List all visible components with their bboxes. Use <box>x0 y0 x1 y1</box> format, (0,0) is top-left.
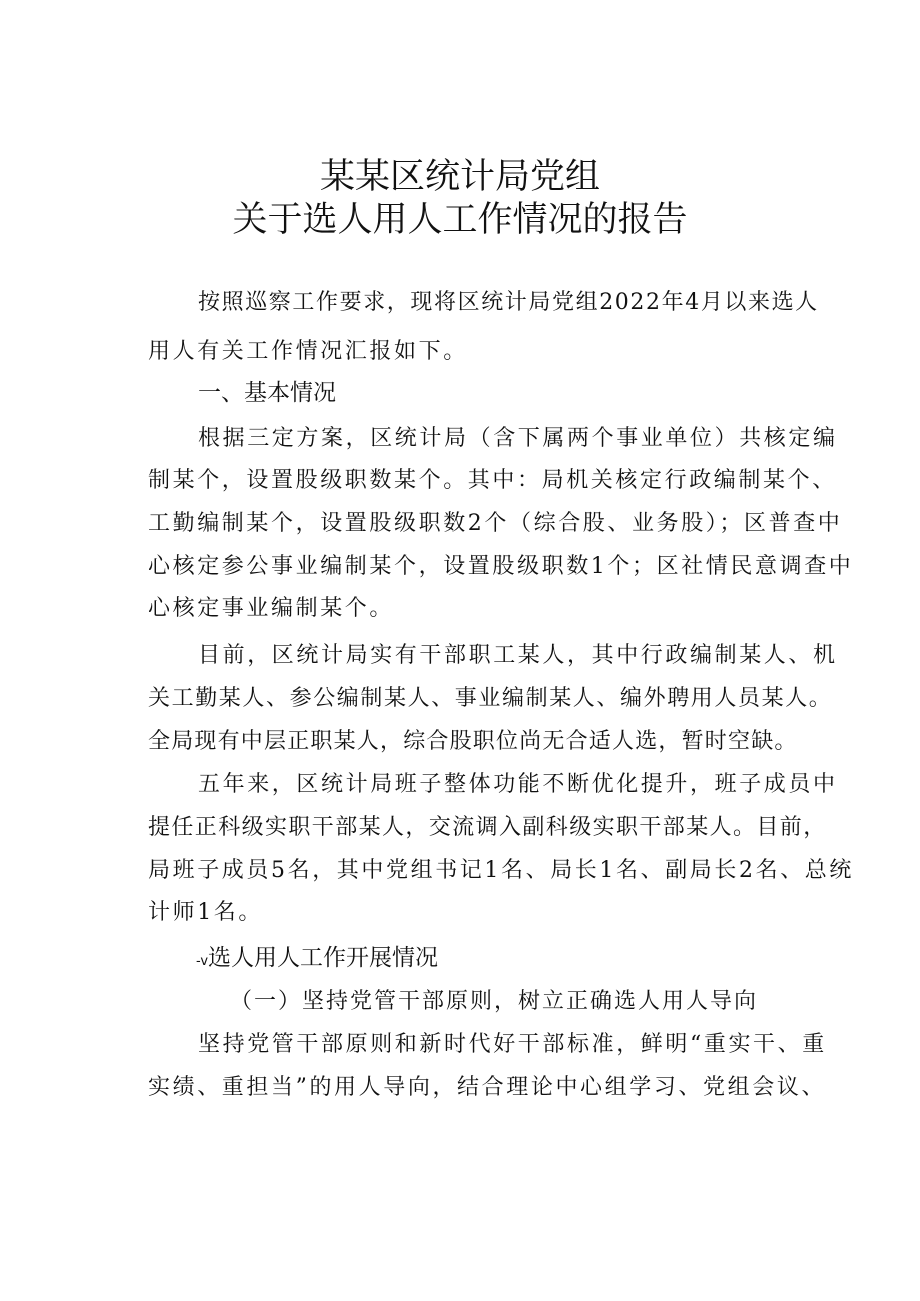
section-2-heading-marker: -v <box>196 954 209 969</box>
section-1-para-1-line-4: 心核定参公事业编制某个，设置股级职数1个；区社情民意调查中 <box>148 554 854 579</box>
report-title-line-1: 某某区统计局党组 <box>319 157 600 197</box>
section-1-para-3-line-4: 计师1名。 <box>148 900 263 925</box>
section-1-para-1-line-1: 根据三定方案，区统计局（含下属两个事业单位）共核定编 <box>198 426 838 451</box>
section-2-heading <box>196 943 438 977</box>
section-1-para-3-line-2: 提任正科级实职干部某人，交流调入副科级实职干部某人。目前， <box>148 815 827 840</box>
intro-line-1: 按照巡察工作要求，现将区统计局党组2022年4月以来选人 <box>198 290 819 315</box>
section-1-heading: 一、基本情况 <box>198 380 336 406</box>
report-title-line-2: 关于选人用人工作情况的报告 <box>232 200 688 240</box>
section-1-para-2-line-3: 全局现有中层正职某人，综合股职位尚无合适人选，暂时空缺。 <box>148 729 798 754</box>
section-2-subheading-1: （一）坚持党管干部原则，树立正确选人用人导向 <box>230 989 759 1014</box>
section-2-heading-text: 选人用人工作开展情况 <box>208 945 439 971</box>
section-1-para-2-line-2: 关工勤某人、参公编制某人、事业编制某人、编外聘用人员某人。 <box>148 686 833 711</box>
section-1-para-1-line-2: 制某个，设置股级职数某个。其中：局机关核定行政编制某个、 <box>148 468 837 493</box>
section-2-para-1-line-1: 坚持党管干部原则和新时代好干部标准，鲜明“重实干、重 <box>198 1032 827 1057</box>
section-1-para-3-line-1: 五年来，区统计局班子整体功能不断优化提升，班子成员中 <box>198 772 838 797</box>
section-1-para-2-line-1: 目前，区统计局实有干部职工某人，其中行政编制某人、机 <box>198 643 838 668</box>
section-1-para-1-line-3: 工勤编制某个，设置股级职数2个（综合股、业务股）；区普查中 <box>148 511 843 536</box>
section-1-para-1-line-5: 心核定事业编制某个。 <box>148 596 395 621</box>
section-2-para-1-line-2: 实绩、重担当”的用人导向，结合理论中心组学习、党组会议、 <box>148 1075 827 1100</box>
intro-line-2: 用人有关工作情况汇报如下。 <box>148 339 468 364</box>
section-1-para-3-line-3: 局班子成员5名，其中党组书记1名、局长1名、副局长2名、总统 <box>148 858 854 883</box>
